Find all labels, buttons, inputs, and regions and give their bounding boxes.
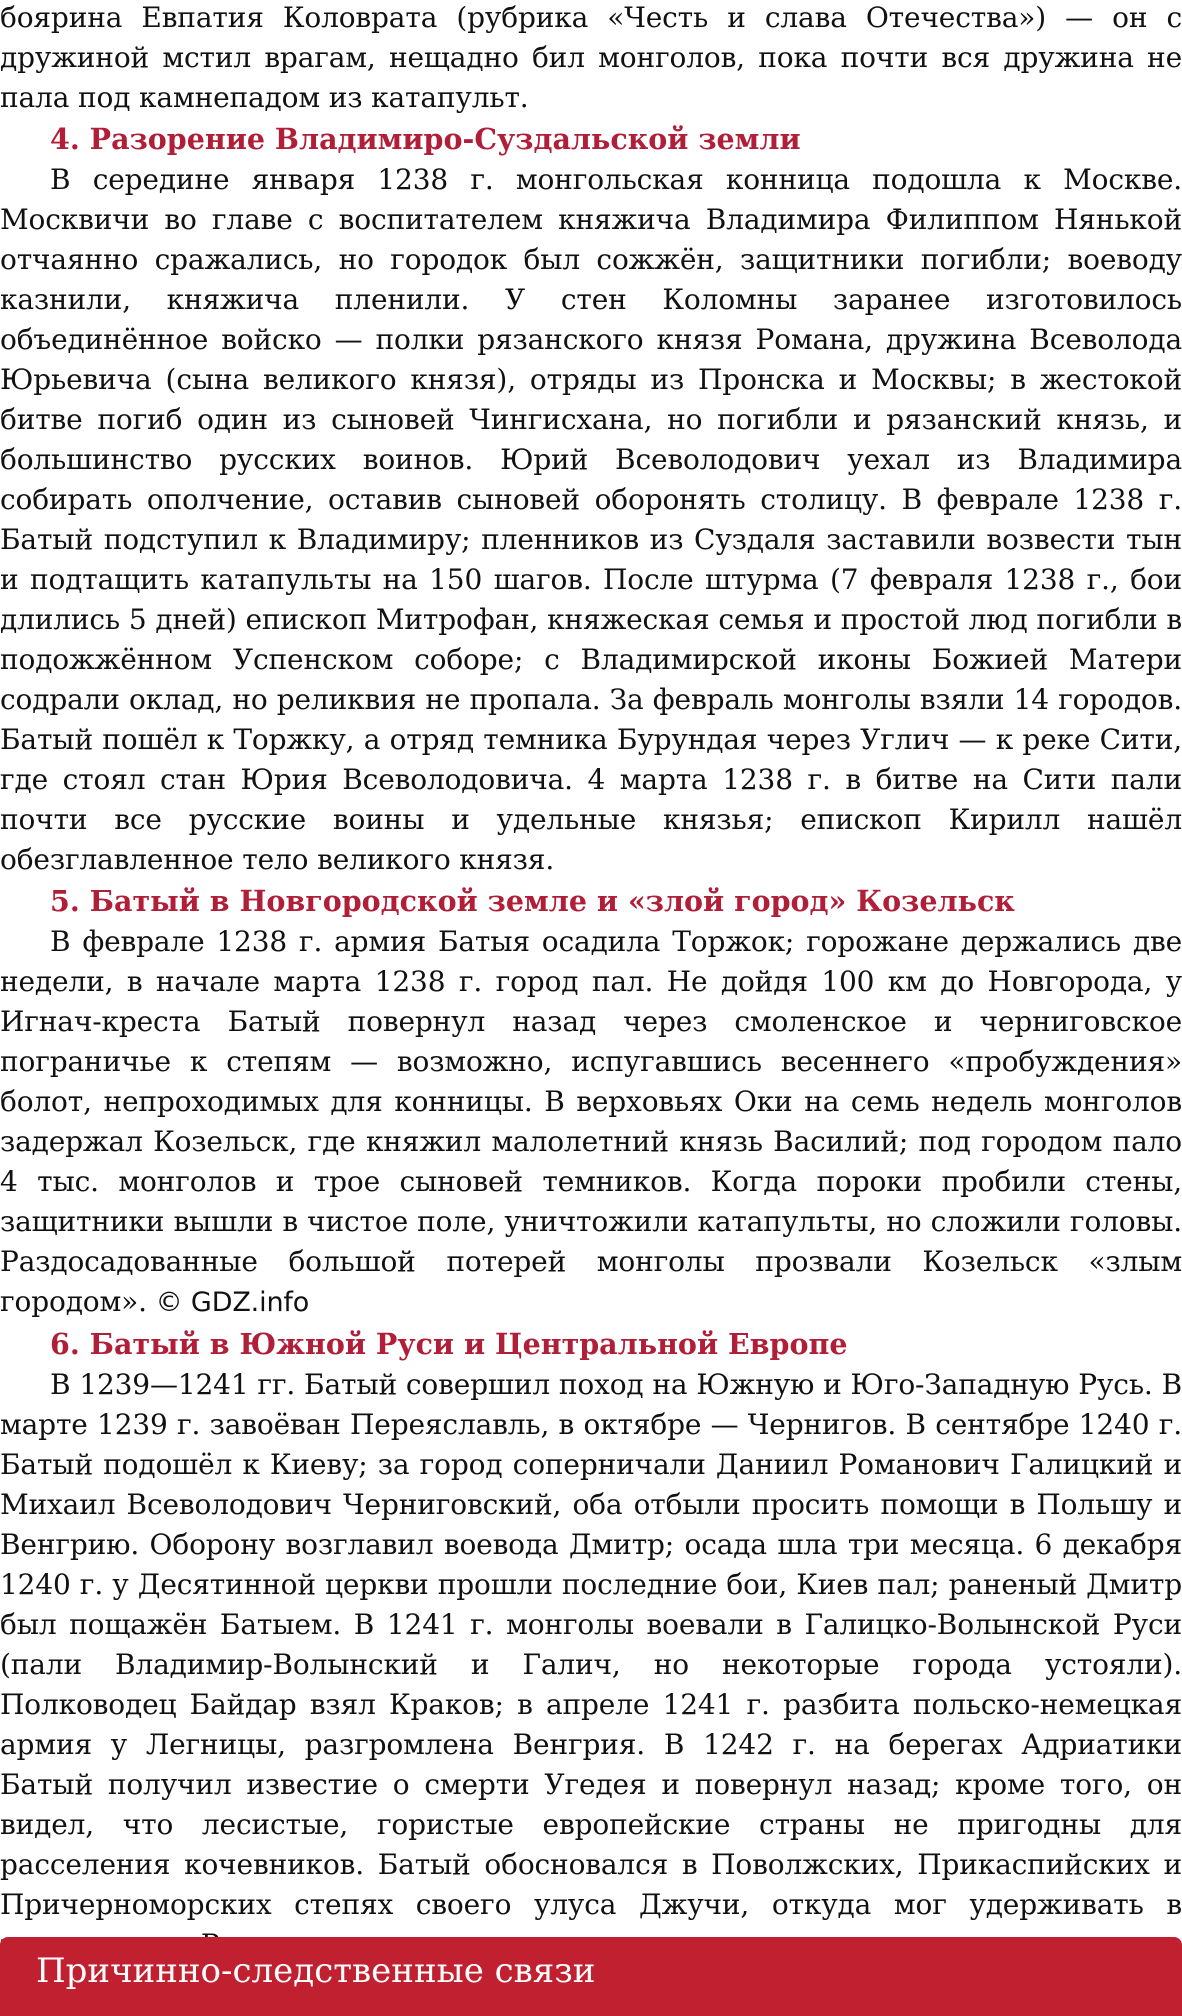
section-4-body: В середине января 1238 г. монгольская конница подошла к Москве. Москвичи во главе с воспитателем княжича Владимира Филиппом Нянькой отчаянно сражались, но городок был сожжён, защитники погибли; воеводу казнили, княжича пленили. У стен Коломны заранее изготовилось объединённое войско — полки рязанского князя Романа, дружина Всеволода Юрьевича (сына великого князя), отряды из Пронска и Москвы; в жестокой битве погиб один из сыновей Чингисхана, но погибли и рязанский князь, и большинство русских воинов. Юрий Всеволодович уехал из Владимира собирать ополчение, оставив сыновей оборонять столицу. В феврале 1238 г. Батый подступил к Владимиру; пленников из Суздаля заставили возвести тын и подтащить катапульты на 150 шагов. После штурма (7 февраля 1238 г., бои длились 5 дней) епископ Митрофан, княжеская семья и простой люд погибли в подожжённом Успенском соборе; с Владимирской иконы Божией Матери содрали оклад, но реликвия не пропала. За февраль монголы взяли 14 городов. Батый пошёл к Торжку, а отряд темника Бурундая через Углич — к реке Сити, где стоял стан Юрия Всеволодовича. 4 марта 1238 г. в битве на Сити пали почти все русские воины и удельные князья; епископ Кирилл нашёл обезглавленное тело великого князя.	[0, 163, 1182, 876]
section-6-heading: 6. Батый в Южной Руси и Центральной Европе	[50, 1327, 848, 1361]
footer-banner	[0, 1937, 1182, 2016]
section-4-heading: 4. Разорение Владимиро-Суздальской земли	[50, 122, 801, 156]
gdz-watermark-text: © GDZ.info	[155, 1287, 310, 1318]
section-6-body: В 1239—1241 гг. Батый совершил поход на Южную и Юго-Западную Русь. В марте 1239 г. завоёван Переяславль, в октябре — Чернигов. В сентябре 1240 г. Батый подошёл к Киеву; за город соперничали Даниил Романович Галицкий и Михаил Всеволодович Черниговский, оба отбыли просить помощи в Польшу и Венгрию. Оборону возглавил воевода Дмитр; осада шла три месяца. 6 декабря 1240 г. у Десятинной церкви прошли последние бои, Киев пал; раненый Дмитр был пощажён Батыем. В 1241 г. монголы воевали в Галицко-Волынской Руси (пали Владимир-Волынский и Галич, но некоторые города устояли). Полководец Байдар взял Краков; в апреле 1241 г. разбита польско-немецкая армия у Легницы, разгромлена Венгрия. В 1242 г. на берегах Адриатики Батый получил известие о смерти Угедея и повернул назад; кроме того, он видел, что лесистые, гористые европейские страны не пригодны для расселения кочевников. Батый обосновался в Поволжских, Прикаспийских и Причерноморских степях своего улуса Джучи, откуда мог удерживать в	[0, 1368, 1182, 1921]
section-5-paragraph	[0, 922, 1182, 1323]
footer-banner-title: Причинно-следственные связи	[36, 1951, 596, 1991]
section-5-body: В феврале 1238 г. армия Батыя осадила Торжок; горожане держались две недели, в начале марта 1238 г. город пал. Не дойдя 100 км до Новгорода, у Игнач-креста Батый повернул назад через смоленское и черниговское пограничье к степям — возможно, испугавшись весеннего «пробуждения» болот, непроходимых для конницы. В верховьях Оки на семь недель монголов задержал Козельск, где княжил малолетний князь Василий; под городом пало 4 тыс. монголов и трое сыновей темников. Когда пороки пробили стены, защитники вышли в чистое поле, уничтожили катапульты, но сложили головы. Раздосадованные большой потерей монголы прозвали Козельск «злым городом».	[0, 925, 1182, 1318]
intro-paragraph: боярина Евпатия Коловрата (рубрика «Честь и слава Отечества») — он с дружиной мстил врагам, нещадно бил монголов, пока почти вся дружина не пала под камнепадом из катапульт.	[0, 1, 1182, 114]
section-5-heading: 5. Батый в Новгородской земле и «злой город» Козельск	[50, 884, 1015, 918]
